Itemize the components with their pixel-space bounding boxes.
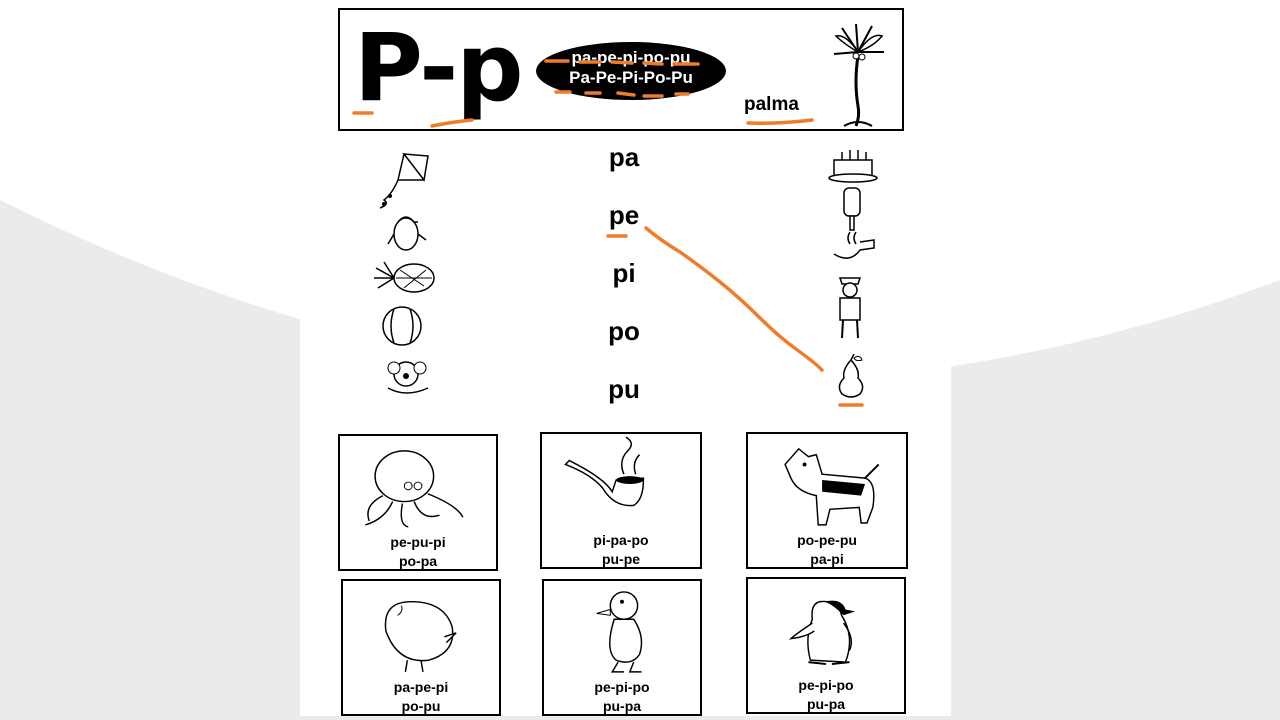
card-chick-line1: pa-pe-pi (393, 679, 449, 695)
syllable-pa: pa (608, 142, 640, 172)
card-dog (746, 432, 908, 569)
dog-icon (748, 434, 906, 530)
card-octopus-line2: po-pa (398, 553, 438, 569)
syllable-pe: pe (608, 200, 640, 230)
clown-icon (380, 354, 436, 396)
worksheet-page (300, 0, 951, 716)
card-duck (542, 579, 702, 716)
card-dog-line1: po-pe-pu (797, 532, 857, 548)
card-chick-line2: po-pu (401, 698, 441, 714)
pipe-icon (542, 434, 700, 530)
card-octopus-line1: pe-pu-pi (390, 534, 446, 550)
card-chick (341, 579, 501, 716)
key-word-label: palma (744, 94, 799, 115)
card-pipe-line1: pi-pa-po (593, 532, 649, 548)
big-letter-title: P-p (354, 14, 522, 123)
pear-icon (834, 354, 868, 400)
syllable-pu: pu (608, 374, 640, 404)
card-pipe (540, 432, 702, 569)
kite-icon (374, 150, 434, 212)
syllable-oval (536, 42, 726, 100)
card-duck-line1: pe-pi-po (594, 679, 650, 695)
penguin-card-icon (748, 579, 904, 675)
duck-icon (544, 581, 700, 677)
card-octopus (338, 434, 498, 571)
card-dog-line2: pa-pi (810, 551, 844, 567)
popsicle-icon (838, 186, 868, 232)
chick-icon (343, 581, 499, 677)
cake-icon (826, 146, 880, 184)
syllable-po: po (608, 316, 640, 346)
ball-icon (380, 304, 424, 348)
worksheet-header (338, 8, 904, 131)
smoking-pipe-icon (830, 230, 884, 268)
penguin-icon (384, 208, 432, 254)
police-officer-icon (830, 270, 870, 342)
card-penguin-line1: pe-pi-po (798, 677, 854, 693)
syllables-uppercase: Pa-Pe-Pi-Po-Pu (569, 68, 693, 87)
syllables-lowercase: pa-pe-pi-po-pu (571, 48, 691, 67)
card-pipe-line2: pu-pe (601, 551, 641, 567)
card-penguin-line2: pu-pa (806, 696, 846, 712)
octopus-icon (340, 436, 496, 532)
palm-tree-icon (828, 22, 888, 128)
pineapple-icon (372, 258, 440, 298)
syllable-pi: pi (612, 258, 636, 288)
card-penguin (746, 577, 906, 714)
card-duck-line2: pu-pa (602, 698, 642, 714)
